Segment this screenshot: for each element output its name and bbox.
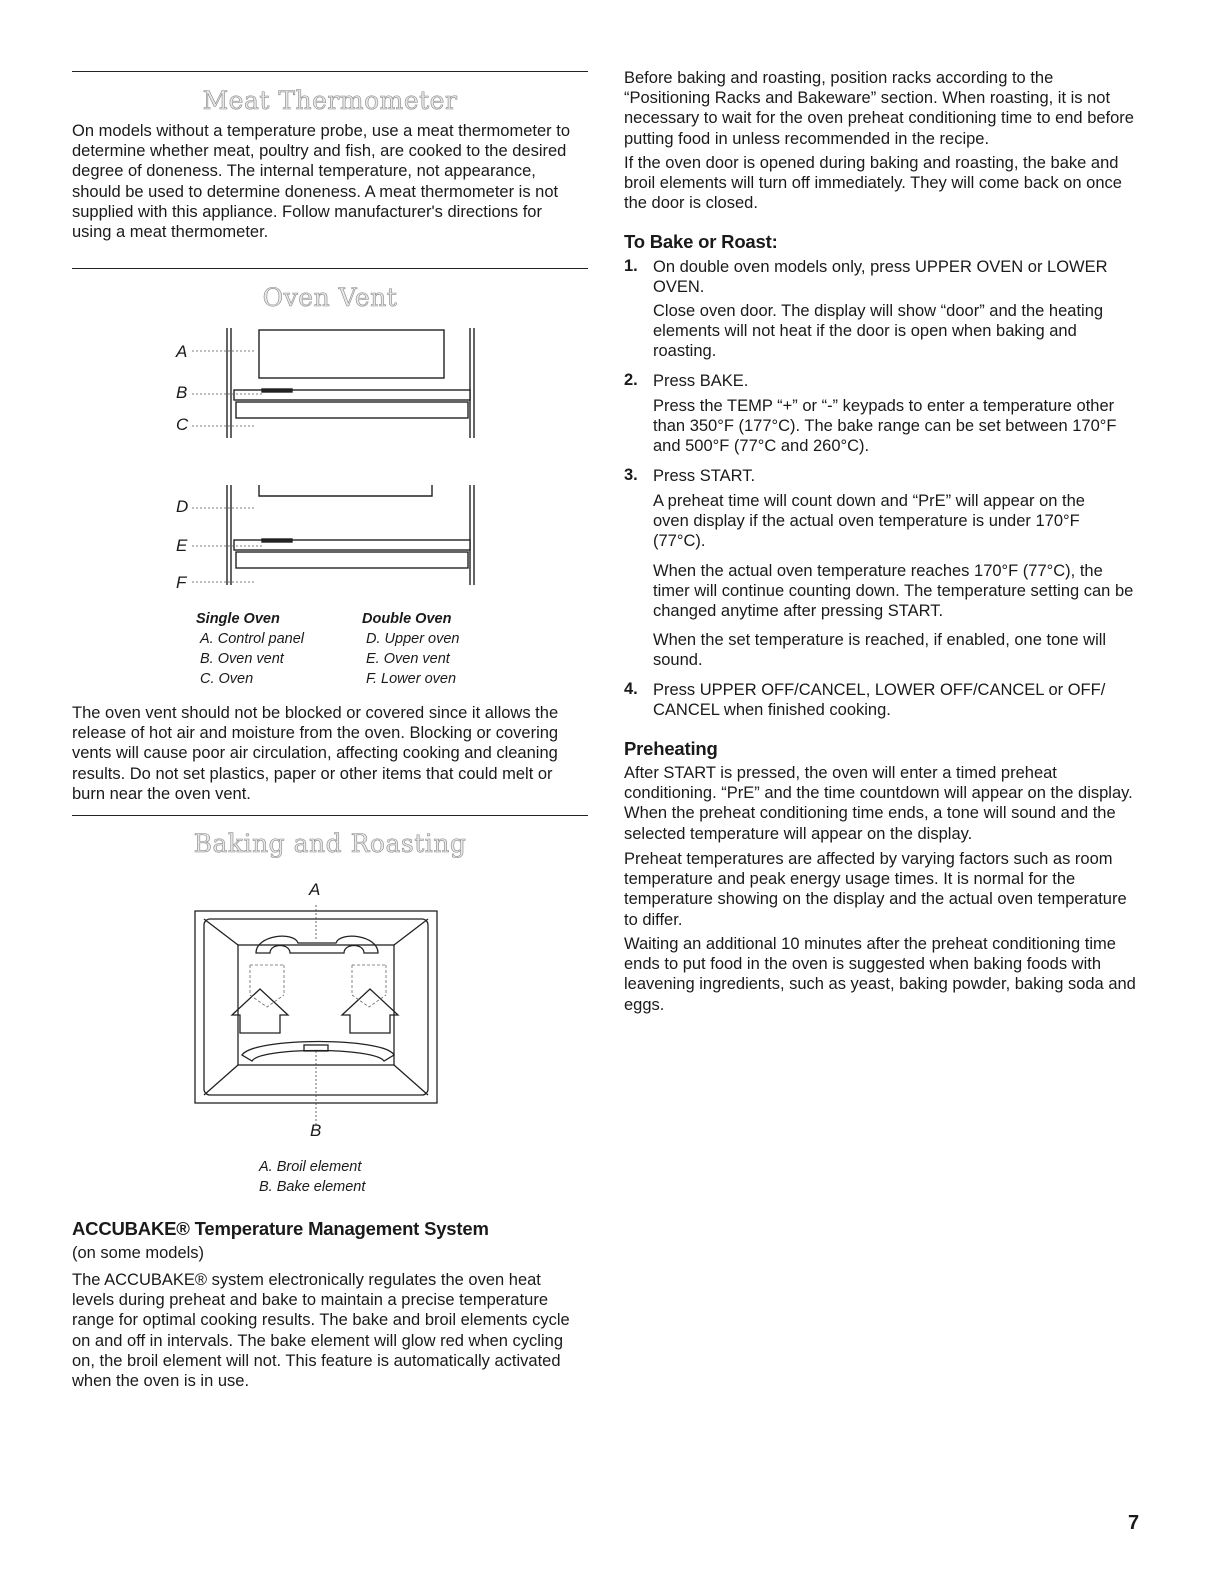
step-detail: When the set temperature is reached, if enabled, one tone will sound. xyxy=(653,631,1107,670)
caption-item: C. Oven xyxy=(200,671,254,687)
divider xyxy=(72,268,588,269)
oven-vent-diagram xyxy=(170,320,490,600)
figure-label-e: E xyxy=(176,536,188,555)
figure-label-a: A xyxy=(176,342,188,361)
accubake-text: The ACCUBAKE® system electronically regulates the oven heat levels during preheat and bake to maintain a precise temperature range for optimal cooking results. The bake and broil elements cycle on and off in intervals. The bake element will glow red when cycling on, the broil element will not. This feature is automatically activated when the oven is in use. xyxy=(72,1271,570,1391)
caption-double-oven xyxy=(362,609,460,689)
step-detail: A preheat time will count down and “PrE” will appear on the oven display if the actual oven temperature is under 170°F (77°C). xyxy=(653,492,1085,551)
caption-title: Single Oven xyxy=(196,611,280,627)
caption-single-oven xyxy=(196,609,304,689)
preheating-paragraph: Waiting an additional 10 minutes after the preheat conditioning time ends to put food in the oven is suggested when baking foods with leavening ingredients, such as yeast, baking powder, baking soda and eggs. xyxy=(624,935,1136,1014)
caption-item: F. Lower oven xyxy=(366,671,457,687)
figure-label-c: C xyxy=(176,415,189,434)
divider xyxy=(72,71,588,72)
section-heading-oven-vent: Oven Vent xyxy=(262,283,398,312)
caption-item: D. Upper oven xyxy=(366,631,460,647)
caption-item: A. Control panel xyxy=(200,631,304,647)
section-heading-baking-roasting: Baking and Roasting xyxy=(193,829,467,858)
caption-item: B. Oven vent xyxy=(200,651,284,667)
step-number: 3. xyxy=(624,466,638,484)
caption-title: Double Oven xyxy=(362,611,452,627)
meat-thermometer-text: On models without a temperature probe, use a meat thermometer to determine whether meat, poultry and fish, are cooked to the desired degree of doneness. The internal temperature, not appearance, should be used to determine doneness. A meat thermometer is not supplied with this appliance. Follow manufacturer's directions for using a meat thermometer. xyxy=(72,122,570,242)
step-text: On double oven models only, press UPPER OVEN or LOWER OVEN. xyxy=(653,258,1108,297)
step-text: Press UPPER OFF/CANCEL, LOWER OFF/CANCEL or OFF/ CANCEL when finished cooking. xyxy=(653,681,1106,720)
page-number: 7 xyxy=(1128,1512,1140,1534)
intro-paragraph: If the oven door is opened during baking and roasting, the bake and broil elements will turn off immediately. They will come back on once the door is closed. xyxy=(624,154,1122,213)
accubake-note: (on some models) xyxy=(72,1244,205,1262)
intro-paragraph: Before baking and roasting, position racks according to the “Positioning Racks and Bakeware” section. When roasting, it is not necessary to wait for the oven preheat conditioning time to end before putting food in unless recommended in the recipe. xyxy=(624,69,1134,148)
figure-label-b: B xyxy=(176,383,188,402)
figure-label-f: F xyxy=(176,573,187,592)
step-number: 1. xyxy=(624,257,638,275)
step-detail: Close oven door. The display will show “door” and the heating elements will not heat if the door is open when baking and roasting. xyxy=(653,302,1104,361)
preheating-paragraph: Preheat temperatures are affected by varying factors such as room temperature and peak energy usage times. It is normal for the temperature showing on the display and the actual oven temperature to differ. xyxy=(624,850,1127,929)
accubake-title: ACCUBAKE® Temperature Management System xyxy=(72,1218,489,1239)
figure-label-b: B xyxy=(310,1121,322,1140)
caption-baking-roasting xyxy=(259,1157,365,1197)
oven-interior-diagram xyxy=(194,905,440,1125)
bake-roast-title: To Bake or Roast: xyxy=(624,231,778,252)
preheating-paragraph: After START is pressed, the oven will enter a timed preheat conditioning. “PrE” and the time countdown will appear on the display. When the preheat conditioning time ends, a tone will sound and the selected temperature will appear on the display. xyxy=(624,764,1133,843)
divider xyxy=(72,815,588,816)
step-number: 4. xyxy=(624,680,638,698)
oven-vent-text: The oven vent should not be blocked or covered since it allows the release of hot air and moisture from the oven. Blocking or covering vents will cause poor air circulation, affecting cooking and cleaning results. Do not set plastics, paper or other items that could melt or burn near the oven vent. xyxy=(72,704,559,803)
step-detail: When the actual oven temperature reaches 170°F (77°C), the timer will continue counting down. The temperature setting can be changed anytime after pressing START. xyxy=(653,562,1134,621)
figure-label-a: A xyxy=(309,880,321,899)
preheating-title: Preheating xyxy=(624,738,718,759)
caption-item: A. Broil element xyxy=(259,1159,362,1175)
step-detail: Press the TEMP “+” or “-” keypads to enter a temperature other than 350°F (177°C). The bake range can be set between 170°F and 500°F (77°C and 260°C). xyxy=(653,397,1117,456)
figure-label-d: D xyxy=(176,497,189,516)
step-number: 2. xyxy=(624,371,638,389)
caption-item: B. Bake element xyxy=(259,1179,366,1195)
step-text: Press BAKE. xyxy=(653,372,749,390)
step-text: Press START. xyxy=(653,467,756,485)
caption-item: E. Oven vent xyxy=(366,651,450,667)
section-heading-meat-thermometer: Meat Thermometer xyxy=(202,86,458,115)
